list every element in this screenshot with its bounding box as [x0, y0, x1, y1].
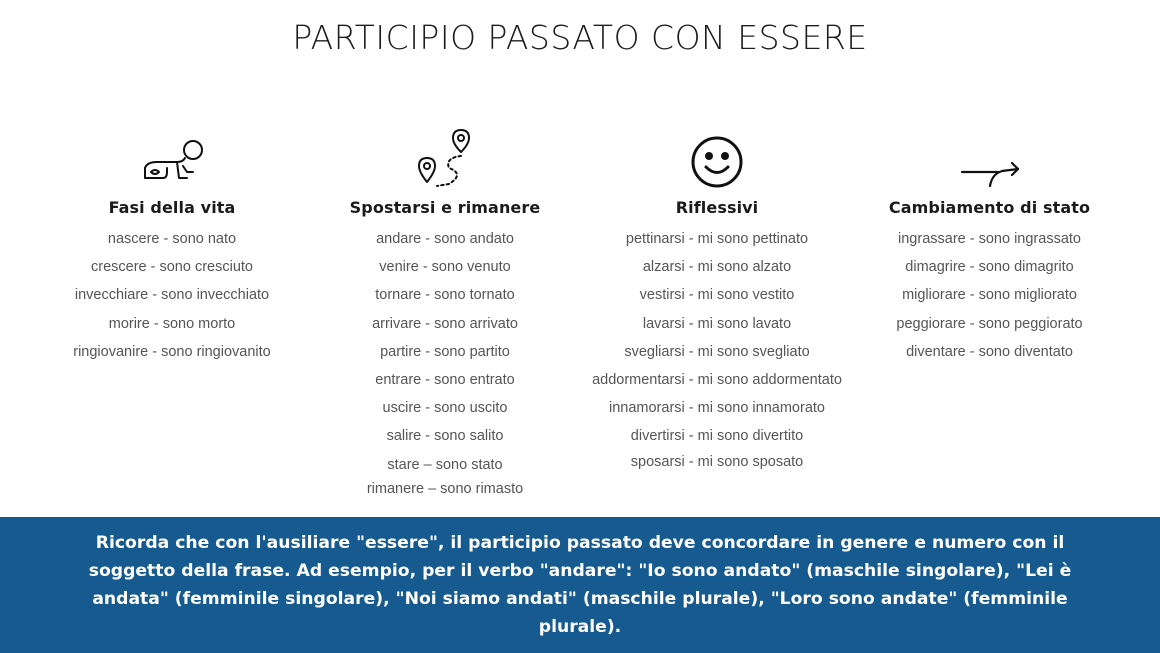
note-text: Ricorda che con l'ausiliare "essere", il participio passato deve concordare in genere e numero con il soggetto della frase. Ad esempio, per il verbo "andare": "Io sono andato" (maschile singolare), "Lei è andata" (femminile singolare), "Noi siamo andati" (maschile plurale), "Loro sono andate" (femminile plurale). [88, 533, 1072, 637]
list-item: tornare - sono tornato [375, 287, 515, 304]
list-item: ringiovanire - sono ringiovanito [73, 343, 271, 360]
list-item: dimagrire - sono dimagrito [905, 259, 1074, 276]
list-item: innamorarsi - mi sono innamorato [609, 400, 825, 417]
list-item: addormentarsi - mi sono addormentato [592, 372, 842, 389]
list-item: lavarsi - mi sono lavato [642, 315, 792, 332]
list-item: arrivare - sono arrivato [372, 315, 518, 332]
list-item: rimanere – sono rimasto [366, 480, 524, 497]
list-item: diventare - sono diventato [906, 343, 1073, 360]
column-riflessivi [567, 110, 867, 473]
crawling-baby-icon [52, 110, 292, 190]
verb-list [872, 225, 1107, 366]
curved-arrow-right-icon [872, 110, 1107, 190]
column-cambiamento-di-stato [872, 110, 1107, 366]
verb-list [52, 225, 292, 366]
page-title: PARTICIPIO PASSATO CON ESSERE [292, 18, 868, 57]
list-item: salire - sono salito [386, 428, 504, 445]
list-item: morire - sono morto [108, 315, 236, 332]
list-item: migliorare - sono migliorato [902, 287, 1077, 304]
list-item: venire - sono venuto [379, 259, 511, 276]
list-item: nascere - sono nato [107, 231, 237, 247]
list-item: pettinarsi - mi sono pettinato [625, 231, 809, 247]
column-heading: Cambiamento di stato [888, 198, 1091, 217]
column-heading: Spostarsi e rimanere [349, 198, 541, 217]
list-item: alzarsi - mi sono alzato [642, 259, 792, 276]
list-item: partire - sono partito [380, 343, 510, 360]
list-item: invecchiare - sono invecchiato [74, 287, 270, 304]
column-heading: Riflessivi [675, 198, 759, 217]
note-banner [0, 517, 1160, 653]
smiley-face-icon [567, 110, 867, 190]
verb-list [325, 225, 565, 499]
list-item: sposarsi - mi sono sposato [630, 453, 804, 470]
list-item: entrare - sono entrato [375, 372, 515, 389]
list-item: andare - sono andato [376, 231, 514, 247]
column-spostarsi-e-rimanere [325, 110, 565, 499]
column-heading: Fasi della vita [108, 198, 236, 217]
list-item: peggiorare - sono peggiorato [896, 315, 1083, 332]
list-item: crescere - sono cresciuto [91, 259, 253, 276]
list-item: vestirsi - mi sono vestito [639, 287, 795, 304]
list-item: svegliarsi - mi sono svegliato [624, 343, 810, 360]
map-route-pins-icon [325, 110, 565, 190]
column-fasi-della-vita [52, 110, 292, 366]
verb-list [567, 225, 867, 473]
list-item: uscire - sono uscito [382, 400, 508, 417]
list-item: ingrassare - sono ingrassato [898, 231, 1081, 247]
list-item: stare – sono stato [387, 456, 503, 473]
list-item: divertirsi - mi sono divertito [630, 428, 804, 445]
